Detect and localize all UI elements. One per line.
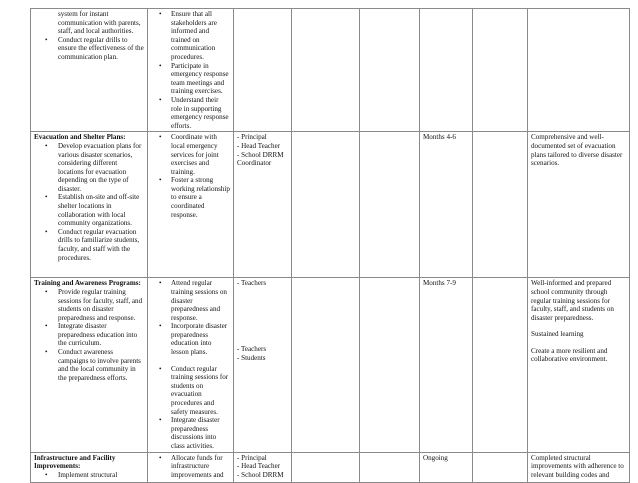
table-row [31, 9, 630, 132]
table-row [31, 452, 630, 482]
person-entry: - School DRRM [237, 470, 284, 479]
action-plan-table [30, 8, 630, 483]
list-item: • Allocate funds for infrastructure improvements and [171, 454, 230, 480]
empty-cell [292, 9, 360, 132]
list-item: • Coordinate with local emergency services for joint exercises and training. [171, 133, 230, 176]
objective-cell [31, 132, 148, 278]
list-item: • Develop evacuation plans for various disaster scenarios, considering different locations for evacuation depending on the type of disaster. [58, 142, 144, 194]
outcome-cell: Completed structural improvements with adherence to relevant building codes and [528, 452, 630, 482]
table-row [31, 132, 630, 278]
person-entry: - Head Teacher [237, 462, 281, 471]
person-entry: - Teachers [237, 279, 267, 288]
section-title: Training and Awareness Programs: [34, 279, 141, 288]
list-item: • Conduct awareness campaigns to involve parents and the local community in the preparedness efforts. [58, 348, 144, 382]
timeline-cell: Months 4-6 [420, 132, 473, 278]
activity-cell [148, 9, 234, 132]
activity-cell [148, 452, 234, 482]
activity-cell [148, 278, 234, 452]
person-entry: - Students [237, 353, 266, 362]
empty-cell [473, 452, 528, 482]
empty-cell [360, 278, 420, 452]
empty-cell [473, 132, 528, 278]
empty-cell [473, 278, 528, 452]
section-title: Infrastructure and Facility Improvements: [34, 453, 116, 471]
list-item: • Ensure that all stakeholders are informed and trained on communication procedures. [171, 10, 230, 62]
section-title: Evacuation and Shelter Plans: [34, 133, 126, 142]
timeline-cell: Months 7-9 [420, 278, 473, 452]
empty-cell [292, 452, 360, 482]
list-item: • Establish on-site and off-site shelter locations in collaboration with local community organizations. [58, 193, 144, 227]
list-item: • Provide regular training sessions for faculty, staff, and students on disaster preparedness and response. [58, 288, 144, 322]
list-item: • Understand their role in supporting emergency response efforts. [171, 96, 230, 130]
persons-cell [234, 278, 292, 452]
person-entry: - Teachers [237, 344, 267, 353]
persons-cell [234, 9, 292, 132]
list-item: • Participate in emergency response team meetings and training exercises. [171, 62, 230, 96]
outcome-cell [528, 9, 630, 132]
objective-cell [31, 9, 148, 132]
list-item: • Attend regular training sessions on disaster preparedness and response. [171, 279, 230, 322]
table-row [31, 278, 630, 452]
outcome-text: Sustained learning [531, 330, 584, 339]
list-item: • Implement structural [58, 471, 144, 480]
list-item: • Conduct regular drills to ensure the effectiveness of the communication plan. [58, 36, 144, 62]
empty-cell [473, 9, 528, 132]
list-item: • Conduct regular training sessions for students on evacuation procedures and safety measures. [171, 365, 230, 417]
person-entry: - Principal [237, 133, 267, 142]
list-item: • Integrate disaster preparedness education into the curriculum. [58, 322, 144, 348]
activity-cell [148, 132, 234, 278]
empty-cell [360, 452, 420, 482]
list-item: • Conduct regular evacuation drills to familiarize students, faculty, and staff with the procedures. [58, 228, 144, 262]
timeline-cell: Ongoing [420, 452, 473, 482]
outcome-text: Create a more resilient and collaborative environment. [531, 346, 608, 364]
empty-cell [360, 9, 420, 132]
objective-cell [31, 452, 148, 482]
list-item: • Integrate disaster preparedness discussions into class activities. [171, 416, 230, 450]
outcome-cell [528, 278, 630, 452]
person-entry: - Head Teacher [237, 141, 281, 150]
outcome-text: Well-informed and prepared school community through regular training sessions for faculty, staff, and students on disaster preparedness. [531, 279, 614, 322]
list-item: • Foster a strong working relationship to ensure a coordinated response. [171, 176, 230, 219]
persons-cell [234, 132, 292, 278]
person-entry: - Principal [237, 453, 267, 462]
outcome-cell: Comprehensive and well-documented set of evacuation plans tailored to diverse disaster scenarios. [528, 132, 630, 278]
list-item: system for instant communication with parents, staff, and local authorities. [58, 10, 141, 36]
person-entry: - School DRRM Coordinator [237, 150, 284, 168]
objective-cell [31, 278, 148, 452]
persons-cell [234, 452, 292, 482]
empty-cell [292, 132, 360, 278]
empty-cell [292, 278, 360, 452]
list-item: • Incorporate disaster preparedness education into lesson plans. [171, 322, 230, 356]
timeline-cell [420, 9, 473, 132]
empty-cell [360, 132, 420, 278]
